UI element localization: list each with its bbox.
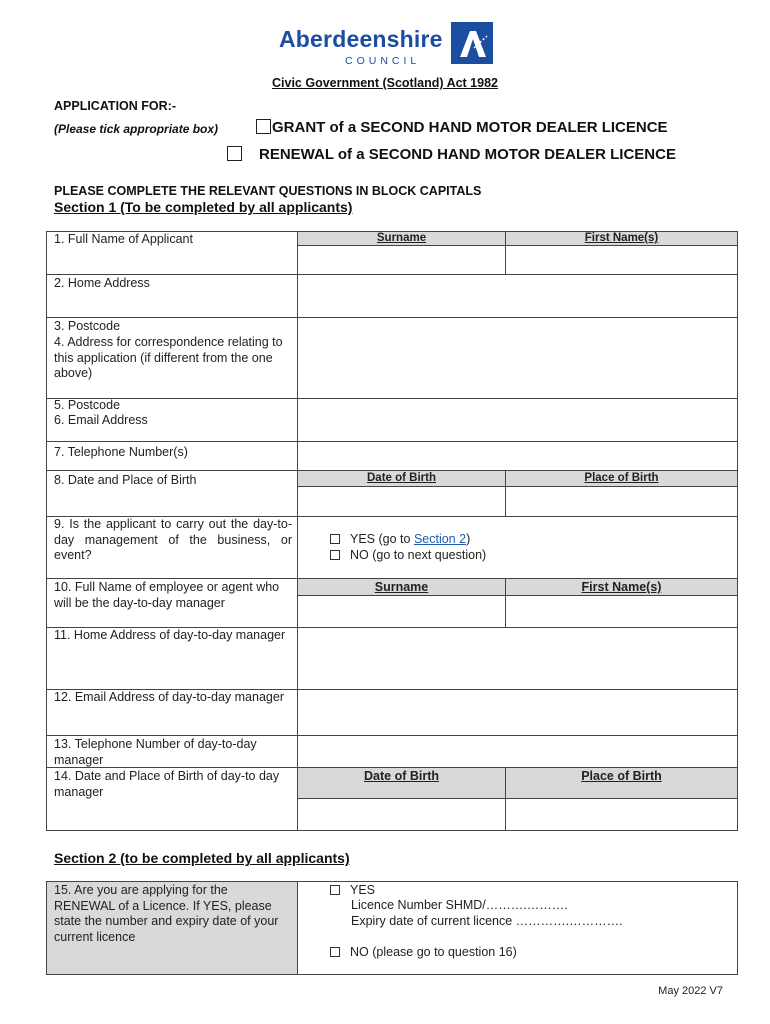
- manager-dob-header: Date of Birth: [364, 769, 439, 783]
- application-for-heading: APPLICATION FOR:-: [54, 99, 176, 113]
- surname-header: Surname: [376, 232, 427, 244]
- applicant-surname-field[interactable]: [297, 245, 506, 275]
- q14-label: 14. Date and Place of Birth of day-to day manager: [54, 769, 280, 799]
- applicant-pob-field[interactable]: [505, 486, 738, 517]
- manager-surname-field[interactable]: [297, 595, 506, 628]
- manager-first-names-field[interactable]: [505, 595, 738, 628]
- applicant-dob-field[interactable]: [297, 486, 506, 517]
- version-footer: May 2022 V7: [658, 985, 723, 997]
- q1-label: 1. Full Name of Applicant: [54, 232, 193, 246]
- manager-pob-field[interactable]: [505, 798, 738, 831]
- licence-number-field[interactable]: Licence Number SHMD/……….……….: [351, 898, 568, 912]
- q11-label: 11. Home Address of day-to-day manager: [54, 628, 286, 642]
- manager-first-names-header: First Name(s): [581, 580, 662, 594]
- section1-title: Section 1 (To be completed by all applicants): [54, 199, 353, 215]
- q12-label: 12. Email Address of day-to-day manager: [54, 690, 284, 704]
- applicant-first-names-field[interactable]: [505, 245, 738, 275]
- expiry-date-field[interactable]: Expiry date of current licence ………….………….: [351, 914, 623, 928]
- q10-label: 10. Full Name of employee or agent who will be the day-to-day manager: [54, 580, 280, 610]
- council-logo-text: Aberdeenshire: [279, 26, 443, 52]
- q7-label: 7. Telephone Number(s): [54, 445, 188, 459]
- q9-yes-checkbox[interactable]: [330, 534, 340, 544]
- renewal-option-label: RENEWAL of a SECOND HAND MOTOR DEALER LICENCE: [259, 146, 676, 163]
- q15-label: 15. Are you are applying for the RENEWAL of a Licence. If YES, please state the number and expiry date of your current licence: [54, 883, 279, 944]
- q15-no-checkbox[interactable]: [330, 947, 340, 957]
- act-title: Civic Government (Scotland) Act 1982: [272, 76, 498, 90]
- correspondence-address-field[interactable]: [297, 317, 738, 399]
- q9-yes-suffix: ): [466, 532, 471, 546]
- grant-option-label: GRANT of a SECOND HAND MOTOR DEALER LICENCE: [272, 119, 668, 136]
- section2-title: Section 2 (to be completed by all applicants): [54, 850, 350, 866]
- q9-label: 9. Is the applicant to carry out the day-to-day management of the business, or event?: [54, 517, 292, 562]
- q15-no-option[interactable]: [330, 945, 730, 961]
- q8-label: 8. Date and Place of Birth: [54, 473, 197, 487]
- q15-yes-checkbox[interactable]: [330, 885, 340, 895]
- q4-label: 4. Address for correspondence relating to this application (if different from the one above): [54, 335, 283, 380]
- manager-dob-field[interactable]: [297, 798, 506, 831]
- first-names-header: First Name(s): [584, 232, 659, 244]
- grant-checkbox[interactable]: [256, 119, 271, 134]
- council-logo-subtext: COUNCIL: [345, 55, 421, 67]
- manager-email-field[interactable]: [297, 689, 738, 736]
- q13-label: 13. Telephone Number of day-to-day manager: [54, 737, 257, 767]
- q3-label: 3. Postcode: [54, 319, 121, 333]
- q9-no-option[interactable]: [330, 548, 730, 564]
- pob-header: Place of Birth: [584, 472, 659, 484]
- manager-address-field[interactable]: [297, 627, 738, 690]
- manager-telephone-field[interactable]: [297, 735, 738, 768]
- q9-no-checkbox[interactable]: [330, 550, 340, 560]
- tick-note: (Please tick appropriate box): [54, 122, 219, 136]
- telephone-field[interactable]: [297, 441, 738, 471]
- q9-no-text: NO (go to next question): [350, 548, 487, 562]
- manager-pob-header: Place of Birth: [581, 769, 662, 783]
- manager-surname-header: Surname: [374, 580, 429, 594]
- q15-yes-option[interactable]: [330, 883, 730, 899]
- dob-header: Date of Birth: [367, 472, 436, 484]
- q6-label: 6. Email Address: [54, 413, 148, 427]
- council-logo-icon: [451, 22, 493, 64]
- q9-yes-option[interactable]: [330, 532, 730, 548]
- q5-label: 5. Postcode: [54, 398, 121, 412]
- q15-yes-text: YES: [350, 883, 376, 897]
- block-capitals-instruction: PLEASE COMPLETE THE RELEVANT QUESTIONS IN BLOCK CAPITALS: [54, 184, 482, 198]
- home-address-field[interactable]: [297, 274, 738, 318]
- q9-yes-text: YES (go to: [350, 532, 414, 546]
- renewal-checkbox[interactable]: [227, 146, 242, 161]
- q2-label: 2. Home Address: [54, 276, 150, 290]
- email-field[interactable]: [297, 398, 738, 442]
- q15-no-text: NO (please go to question 16): [350, 945, 517, 959]
- section2-link[interactable]: Section 2: [413, 532, 467, 546]
